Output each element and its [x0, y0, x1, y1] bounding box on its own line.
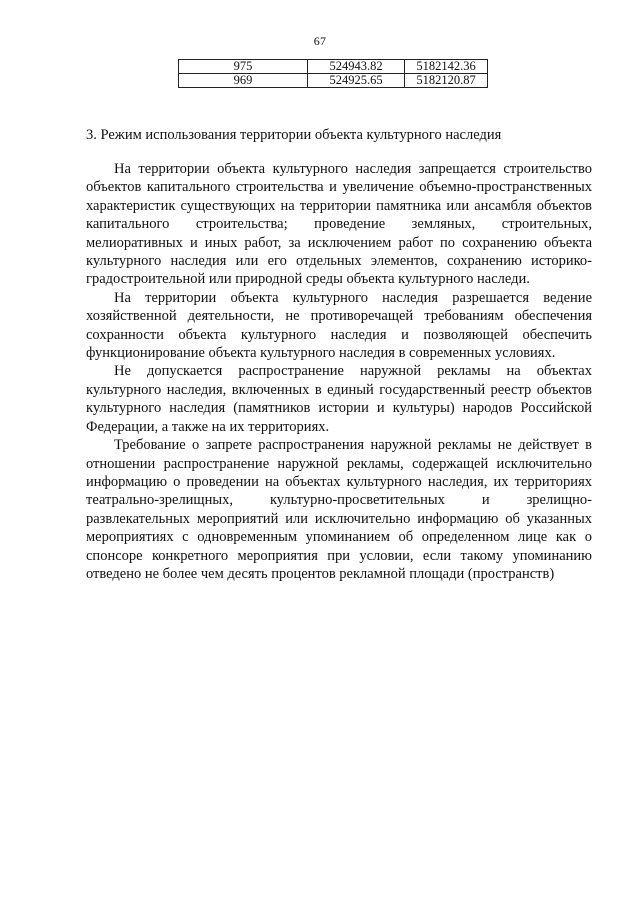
paragraph: Не допускается распространение наружной рекламы на объектах культурного наследия, включенных в единый государственный реестр объектов культурного наследия (памятников истории и культуры) народов Российской Федерации, а также на их территориях. — [86, 363, 592, 435]
section-body — [86, 160, 592, 583]
paragraph: На территории объекта культурного наследия разрешается ведение хозяйственной деятельности, не противоречащей требованиям обеспечения сохранности объекта культурного наследия и позволяющей обеспечить функционирование объекта культурного наследия в современных условиях. — [86, 289, 592, 362]
coordinates-table — [178, 59, 488, 88]
paragraph: Требование о запрете распространения наружной рекламы не действует в отношении распространение наружной рекламы, содержащей исключительно информацию о проведении на объектах культурного наследия, их территориях театрально-зрелищных, культурно-просветительных и зрелищно-развлекательных мероприятий или исключительно информацию об указанных мероприятиях с одновременным упоминанием об определенном лице как о спонсоре конкретного мероприятия при условии, если такому упоминанию отведено не более чем десять процентов рекламной площади (пространств) — [86, 437, 592, 582]
table-row — [179, 74, 488, 88]
table-row — [179, 60, 488, 74]
y-coordinate-cell: 5182142.36 — [405, 60, 488, 74]
x-coordinate-cell: 524925.65 — [308, 74, 405, 88]
y-coordinate-cell: 5182120.87 — [405, 74, 488, 88]
point-number-cell: 969 — [179, 74, 308, 88]
page-number: 67 — [313, 34, 327, 48]
section-heading: 3. Режим использования территории объекта культурного наследия — [86, 127, 502, 143]
paragraph: На территории объекта культурного наследия запрещается строительство объектов капитального строительства и увеличение объемно-пространственных характеристик существующих на территории памятника или ансамбля объектов капитального строительства; проведение земляных, строительных, мелиоративных и иных работ, за исключением работ по сохранению объекта культурного наследия или его отдельных элементов, сохранению историко-градостроительной или природной среды объекта культурного наследи. — [86, 161, 592, 288]
x-coordinate-cell: 524943.82 — [308, 60, 405, 74]
point-number-cell: 975 — [179, 60, 308, 74]
